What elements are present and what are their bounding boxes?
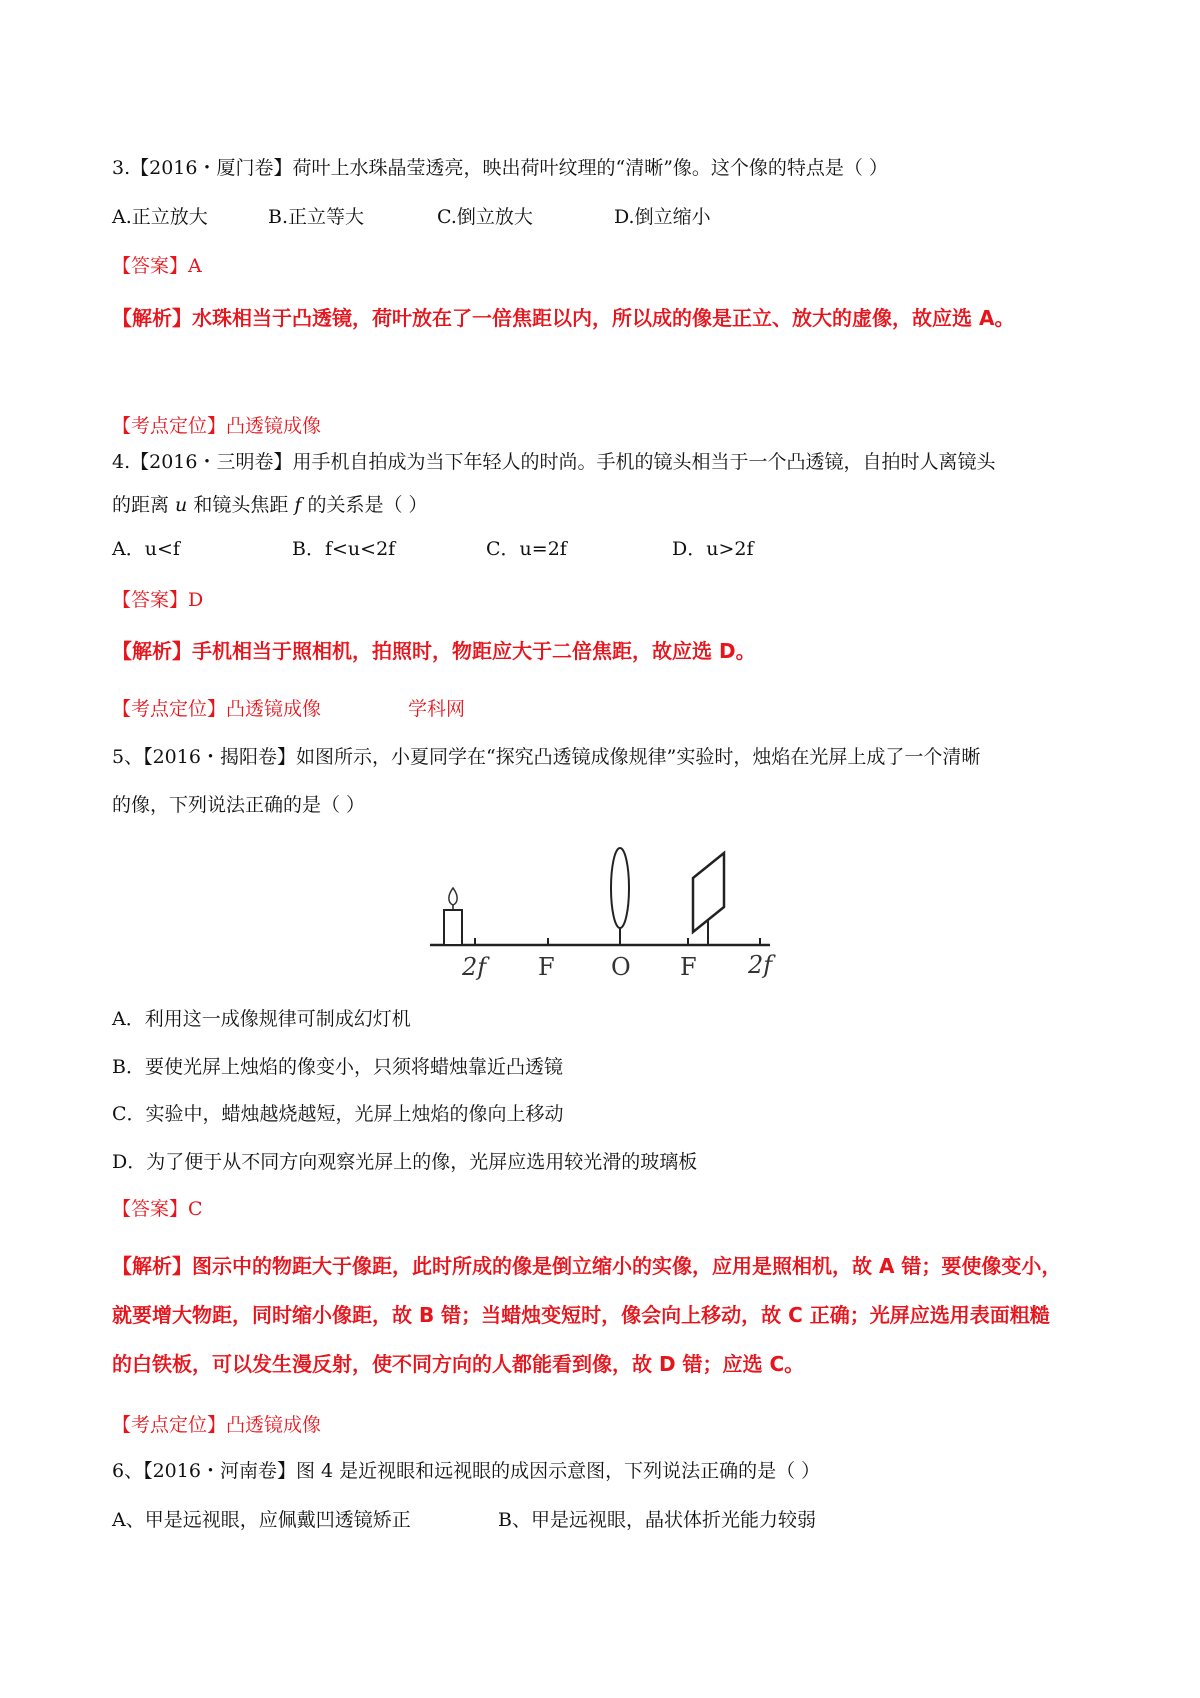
q4-stem-text-c: 的关系是（ ） — [301, 494, 428, 516]
q5-option-c: C．实验中，蜡烛越烧越短，光屏上烛焰的像向上移动 — [112, 1103, 564, 1125]
label-f-right: F — [680, 953, 697, 981]
q5-stem-line2: 的像，下列说法正确的是（ ） — [112, 794, 366, 816]
q4-stem-text-a: 的距离 — [112, 494, 176, 516]
q5-option-d: D．为了便于从不同方向观察光屏上的像，光屏应选用较光滑的玻璃板 — [112, 1151, 698, 1173]
q4-stem-text-b: 和镜头焦距 — [187, 494, 295, 516]
candle-icon — [444, 910, 462, 945]
q6-option-b: B、甲是远视眼，晶状体折光能力较弱 — [498, 1509, 816, 1531]
q3-answer: 【答案】A — [112, 255, 202, 277]
q6-options — [112, 1507, 872, 1533]
flame-icon — [449, 888, 457, 905]
q4-answer: 【答案】D — [112, 589, 204, 611]
q4-option-b: B．f<u<2f — [292, 538, 396, 560]
q4-stem-line2 — [112, 492, 428, 518]
q3-option-a: A.正立放大 — [112, 206, 208, 228]
q4-options — [112, 536, 872, 562]
q5-option-a: A．利用这一成像规律可制成幻灯机 — [112, 1008, 411, 1030]
q4-var-u: u — [175, 494, 188, 516]
lens-diagram — [430, 845, 780, 985]
q4-watermark: 学科网 — [408, 698, 466, 720]
q4-var-f: f — [294, 494, 302, 516]
q3-option-c: C.倒立放大 — [437, 206, 533, 228]
label-2f-right: 2f — [748, 951, 773, 979]
q3-option-b: B.正立等大 — [268, 206, 365, 228]
q4-analysis: 【解析】手机相当于照相机，拍照时，物距应大于二倍焦距，故应选 D。 — [112, 639, 756, 663]
q5-answer: 【答案】C — [112, 1198, 203, 1220]
q6-option-a: A、甲是远视眼，应佩戴凹透镜矫正 — [112, 1509, 411, 1531]
q5-stem-line1: 5、【2016・揭阳卷】如图所示，小夏同学在“探究凸透镜成像规律”实验时，烛焰在光屏上成了一个清晰 — [112, 746, 981, 768]
q3-stem: 3.【2016・厦门卷】荷叶上水珠晶莹透亮，映出荷叶纹理的“清晰”像。这个像的特点是（ ） — [112, 157, 888, 179]
q5-analysis-line1: 【解析】图示中的物距大于像距，此时所成的像是倒立缩小的实像，应用是照相机，故 A 错；要使像变小， — [112, 1254, 1062, 1278]
q3-analysis: 【解析】水珠相当于凸透镜，荷叶放在了一倍焦距以内，所以成的像是正立、放大的虚像，故应选 A。 — [112, 306, 1015, 330]
q4-option-a: A．u<f — [112, 538, 180, 560]
q5-analysis-line3: 的白铁板，可以发生漫反射，使不同方向的人都能看到像，故 D 错；应选 C。 — [112, 1352, 805, 1376]
label-2f-left: 2f — [462, 953, 487, 981]
q5-analysis-line2: 就要增大物距，同时缩小像距，故 B 错；当蜡烛变短时，像会向上移动，故 C 正确；光屏应选用表面粗糙 — [112, 1303, 1050, 1327]
label-f-left: F — [538, 953, 555, 981]
q4-option-d: D．u>2f — [672, 538, 754, 560]
q5-kaodian: 【考点定位】凸透镜成像 — [112, 1414, 322, 1436]
q5-option-b: B．要使光屏上烛焰的像变小，只须将蜡烛靠近凸透镜 — [112, 1056, 563, 1078]
q3-kaodian: 【考点定位】凸透镜成像 — [112, 415, 322, 437]
q4-kaodian-row — [112, 696, 612, 722]
q6-stem: 6、【2016・河南卷】图 4 是近视眼和远视眼的成因示意图，下列说法正确的是（ ） — [112, 1460, 821, 1482]
q4-kaodian: 【考点定位】凸透镜成像 — [112, 698, 322, 720]
label-o: O — [611, 953, 631, 981]
q3-options — [112, 204, 812, 230]
convex-lens-icon — [611, 848, 629, 928]
q4-option-c: C．u=2f — [486, 538, 567, 560]
q4-stem-line1: 4.【2016・三明卷】用手机自拍成为当下年轻人的时尚。手机的镜头相当于一个凸透镜，自拍时人离镜头 — [112, 451, 996, 473]
q3-option-d: D.倒立缩小 — [614, 206, 711, 228]
